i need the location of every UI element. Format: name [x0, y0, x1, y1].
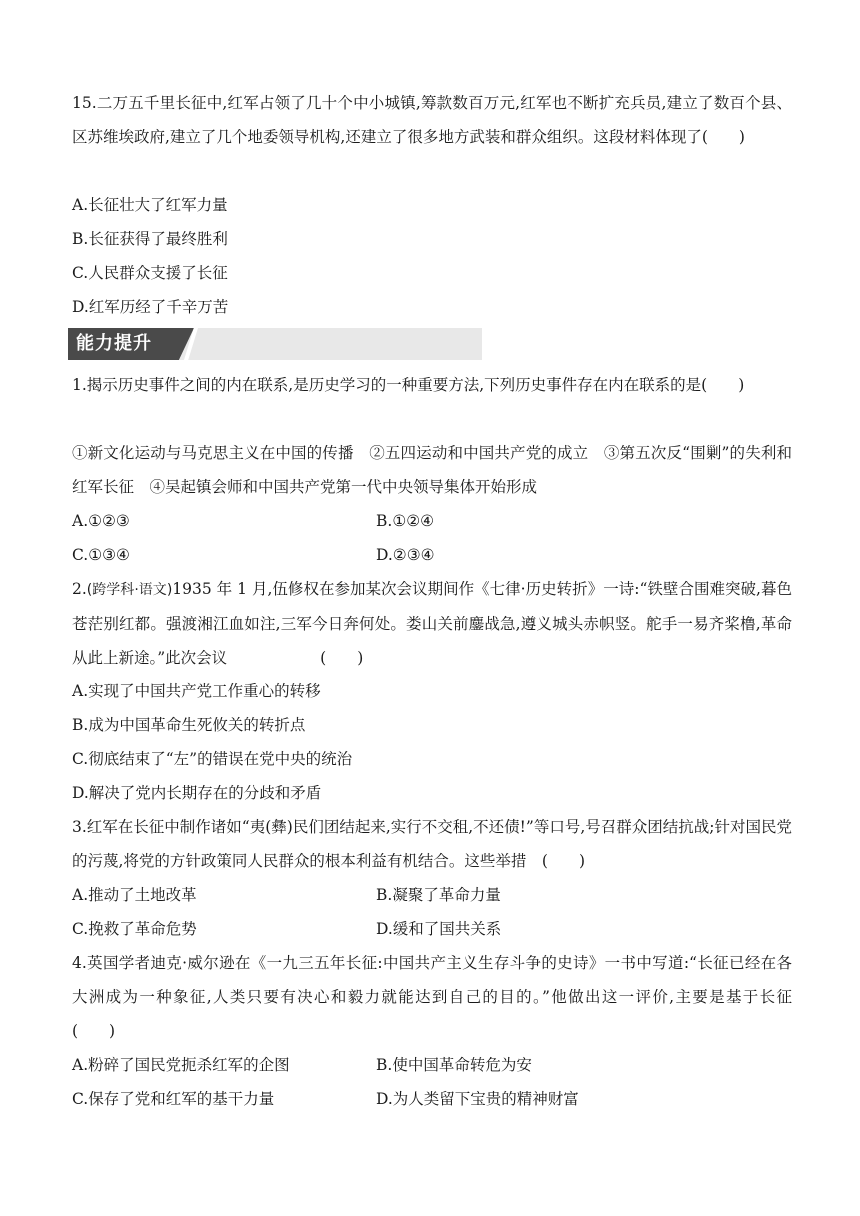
question-2-option-b[interactable]: B.成为中国革命生死攸关的转折点 — [72, 716, 306, 734]
question-3-stem: 3.红军在长征中制作诸如“夷(彝)民们团结起来,实行不交租,不还债!”等口号,号召群众团结抗战;针对国民党的污蔑,将党的方针政策同人民群众的根本利益有机结合。这些举措 ( ) — [72, 818, 792, 870]
question-1-option-d[interactable]: D.②③④ — [376, 546, 435, 564]
question-2-stem — [72, 572, 792, 675]
question-4-option-a[interactable]: A.粉碎了国民党扼杀红军的企图 — [72, 1056, 290, 1074]
question-2-text: 1935 年 1 月,伍修权在参加某次会议期间作《七律·历史转折》一诗:“铁壁合围难突破,暮色苍茫别红都。强渡湘江血如注,三军今日奔何处。娄山关前鏖战急,遵义城头赤帜竖。舵手一易齐桨橹,革命从此上新途。”此次会议 ( ) — [72, 580, 792, 667]
question-4-option-c[interactable]: C.保存了党和红军的基干力量 — [72, 1090, 275, 1108]
question-15-stem: 15.二万五千里长征中,红军占领了几十个中小城镇,筹款数百万元,红军也不断扩充兵员,建立了数百个县、区苏维埃政府,建立了几个地委领导机构,还建立了很多地方武装和群众组织。这段材料体现了( ) — [72, 94, 792, 146]
question-2-number: 2. — [72, 580, 87, 598]
section-title: 能力提升 — [76, 333, 152, 354]
question-1-option-a[interactable]: A.①②③ — [72, 512, 130, 530]
question-1-stem: 1.揭示历史事件之间的内在联系,是历史学习的一种重要方法,下列历史事件存在内在联系的是( ) — [72, 376, 745, 394]
question-2-subject-tag: (跨学科·语文) — [86, 582, 173, 598]
question-15-option-a[interactable]: A.长征壮大了红军力量 — [72, 196, 228, 214]
question-2-option-c[interactable]: C.彻底结束了“左”的错误在党中央的统治 — [72, 750, 353, 768]
question-1-option-b[interactable]: B.①②④ — [376, 512, 435, 530]
question-15-option-d[interactable]: D.红军历经了千辛万苦 — [72, 298, 229, 316]
question-4-stem: 4.英国学者迪克·威尔逊在《一九三五年长征:中国共产主义生存斗争的史诗》一书中写道:“长征已经在各大洲成为一种象征,人类只要有决心和毅力就能达到自己的目的。”他做出这一评价,主要是基于长征 ( ) — [72, 954, 839, 1040]
question-4-option-d[interactable]: D.为人类留下宝贵的精神财富 — [376, 1090, 579, 1108]
question-15-option-c[interactable]: C.人民群众支援了长征 — [72, 264, 228, 282]
question-3-option-c[interactable]: C.挽救了革命危势 — [72, 920, 197, 938]
question-4-option-b[interactable]: B.使中国革命转危为安 — [376, 1056, 532, 1074]
question-15-option-b[interactable]: B.长征获得了最终胜利 — [72, 230, 228, 248]
question-3-option-d[interactable]: D.缓和了国共关系 — [376, 920, 502, 938]
section-banner — [68, 328, 482, 360]
question-2-option-a[interactable]: A.实现了中国共产党工作重心的转移 — [72, 682, 321, 700]
question-1-option-c[interactable]: C.①③④ — [72, 546, 130, 564]
question-2-option-d[interactable]: D.解决了党内长期存在的分歧和矛盾 — [72, 784, 322, 802]
question-1-items: ①新文化运动与马克思主义在中国的传播 ②五四运动和中国共产党的成立 ③第五次反“围剿”的失利和红军长征 ④吴起镇会师和中国共产党第一代中央领导集体开始形成 — [72, 444, 792, 496]
question-3-option-b[interactable]: B.凝聚了革命力量 — [376, 886, 501, 904]
question-3-option-a[interactable]: A.推动了土地改革 — [72, 886, 197, 904]
